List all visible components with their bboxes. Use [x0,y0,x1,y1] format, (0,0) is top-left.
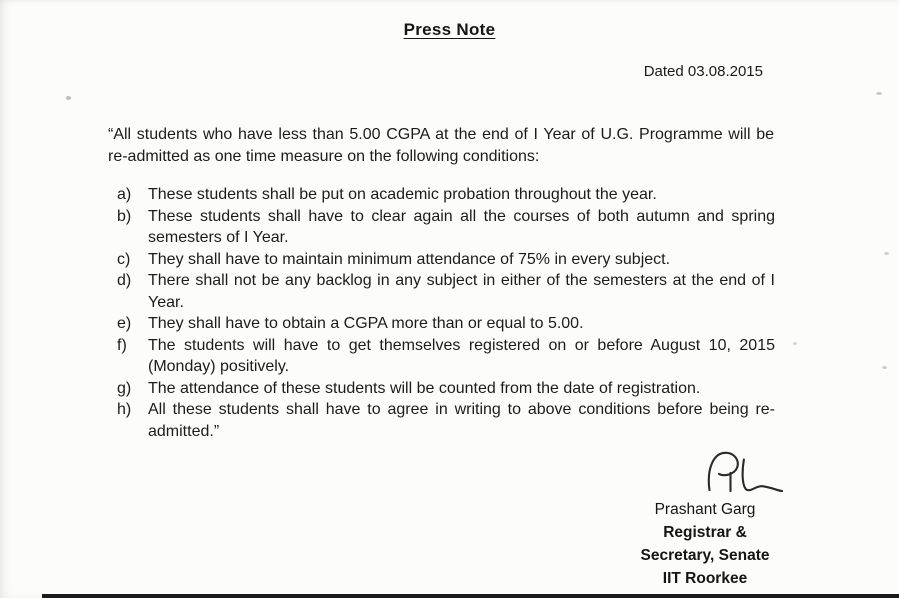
list-item-text: There shall not be any backlog in any subject in either of the semesters at the end of I Year. [148,272,775,311]
list-item [117,184,775,206]
signature-scribble-icon [698,446,784,496]
list-item-label: b) [117,207,132,225]
list-item-text: All these students shall have to agree in writing to above conditions before being re-admitted.” [148,401,775,440]
signatory-title-line-2: Secretary, Senate [640,547,770,564]
list-item [117,399,775,442]
list-item [117,249,775,271]
list-item-text: They shall have to maintain minimum attendance of 75% in every subject. [148,250,671,268]
conditions-list [117,184,775,442]
intro-paragraph: “All students who have less than 5.00 CGPA at the end of I Year of U.G. Programme will be re-admitted as one time measure on the following conditions: [108,126,774,165]
list-item-text: They shall have to obtain a CGPA more than or equal to 5.00. [148,315,584,332]
scan-speck [66,96,71,100]
document-title: Press Note [403,20,496,39]
list-item-label: c) [117,250,131,268]
list-item [117,335,775,378]
list-item [117,270,775,313]
scan-edge-artifact [42,594,899,598]
list-item-label: d) [117,272,132,289]
list-item-label: f) [117,336,127,354]
signatory-title-line-1: Registrar & [663,524,747,541]
list-item [117,378,775,400]
list-item [117,206,775,249]
list-item-label: h) [117,401,132,418]
signatory-name: Prashant Garg [654,501,756,518]
signature-block [590,446,820,590]
list-item [117,313,775,335]
list-item-text: The attendance of these students will be counted from the date of registration. [148,379,701,397]
date-line: Dated 03.08.2015 [643,63,763,80]
list-item-text: The students will have to get themselves registered on or before August 10, 2015 (Monday) positively. [148,336,775,375]
scan-speck [882,366,887,369]
scan-speck [793,342,797,345]
list-item-label: g) [117,379,132,397]
signatory-organization: IIT Roorkee [662,570,748,587]
scan-speck [884,252,889,255]
scan-speck [876,92,882,95]
list-item-text: These students shall be put on academic probation throughout the year. [148,186,657,203]
list-item-label: a) [117,186,132,203]
list-item-text: These students shall have to clear again all the courses of both autumn and spring semesters of I Year. [148,207,775,246]
list-item-label: e) [117,315,132,332]
